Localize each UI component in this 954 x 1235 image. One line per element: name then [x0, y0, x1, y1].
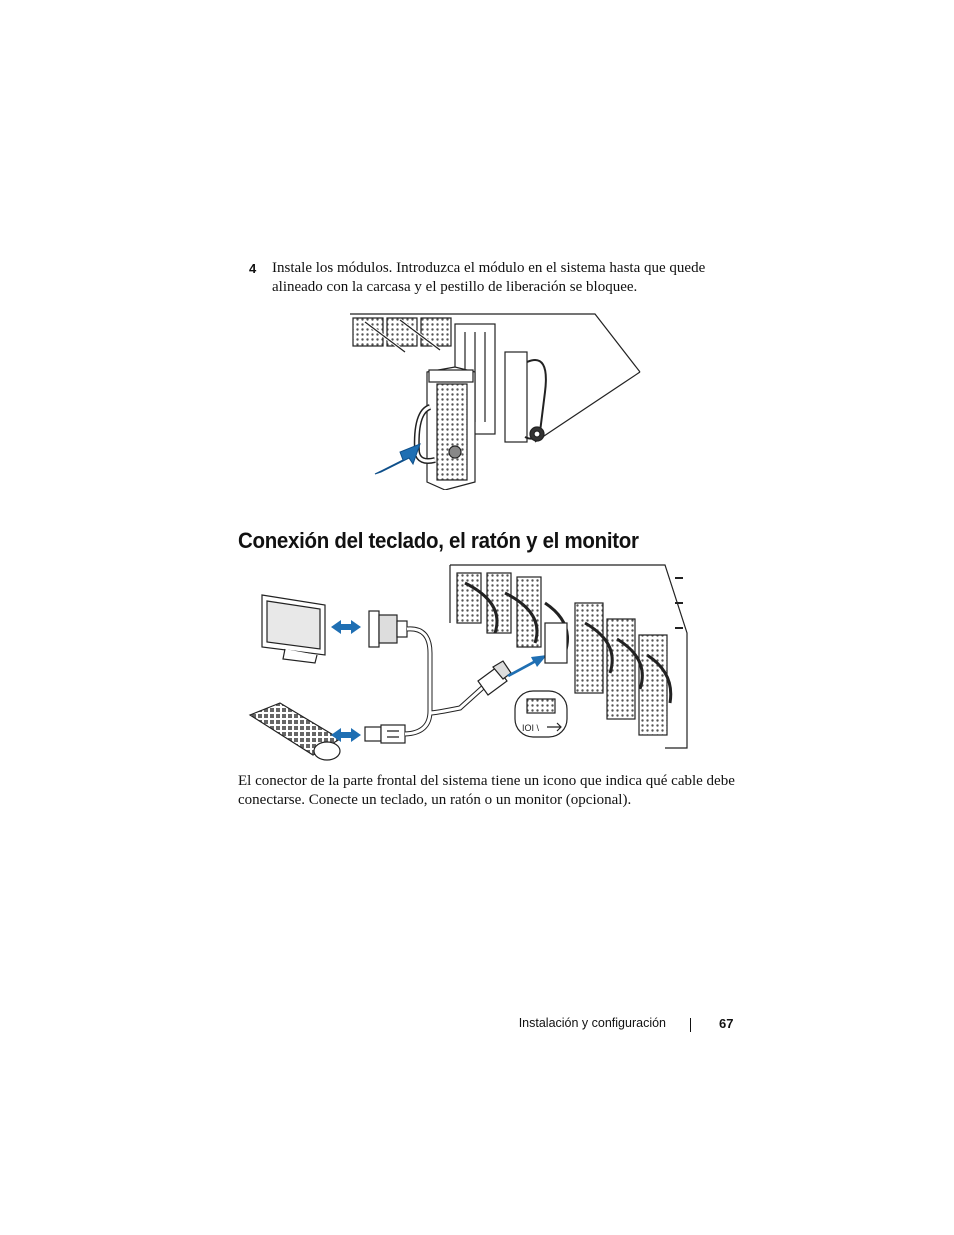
install-step [249, 259, 749, 297]
step-number: 4 [249, 261, 257, 276]
chassis-icon [350, 314, 640, 442]
vga-connector-icon [369, 611, 407, 647]
cable-icon [405, 629, 490, 734]
chassis-front-icon [450, 565, 687, 748]
page-footer [0, 1016, 954, 1036]
svg-text:IOI \: IOI \ [522, 723, 540, 733]
insert-arrow-icon [375, 444, 420, 474]
section-title: Conexión del teclado, el ratón y el monitor [238, 528, 639, 553]
keyboard-mouse-monitor-illustration [245, 563, 690, 763]
page-number: 67 [719, 1016, 734, 1031]
usb-connector-icon [365, 725, 405, 743]
module-install-illustration [345, 312, 645, 490]
mouse-icon [314, 742, 340, 760]
connect-arrow-icon [507, 655, 547, 677]
section-body: El conector de la parte frontal del sistema tiene un icono que indica qué cable debe conectarse. Conecte un teclado, un ratón o un monitor (opcional). [238, 773, 735, 808]
step-text: Instale los módulos. Introduzca el módulo en el sistema hasta que quede alineado con la carcasa y el pestillo de liberación se bloquee. [272, 260, 706, 295]
footer-section-name: Instalación y configuración [518, 1016, 666, 1030]
footer-separator [690, 1018, 691, 1032]
connector-callout-icon [515, 691, 567, 737]
double-arrow-icon [331, 620, 361, 742]
module-icon [417, 367, 475, 490]
monitor-icon [262, 595, 325, 663]
